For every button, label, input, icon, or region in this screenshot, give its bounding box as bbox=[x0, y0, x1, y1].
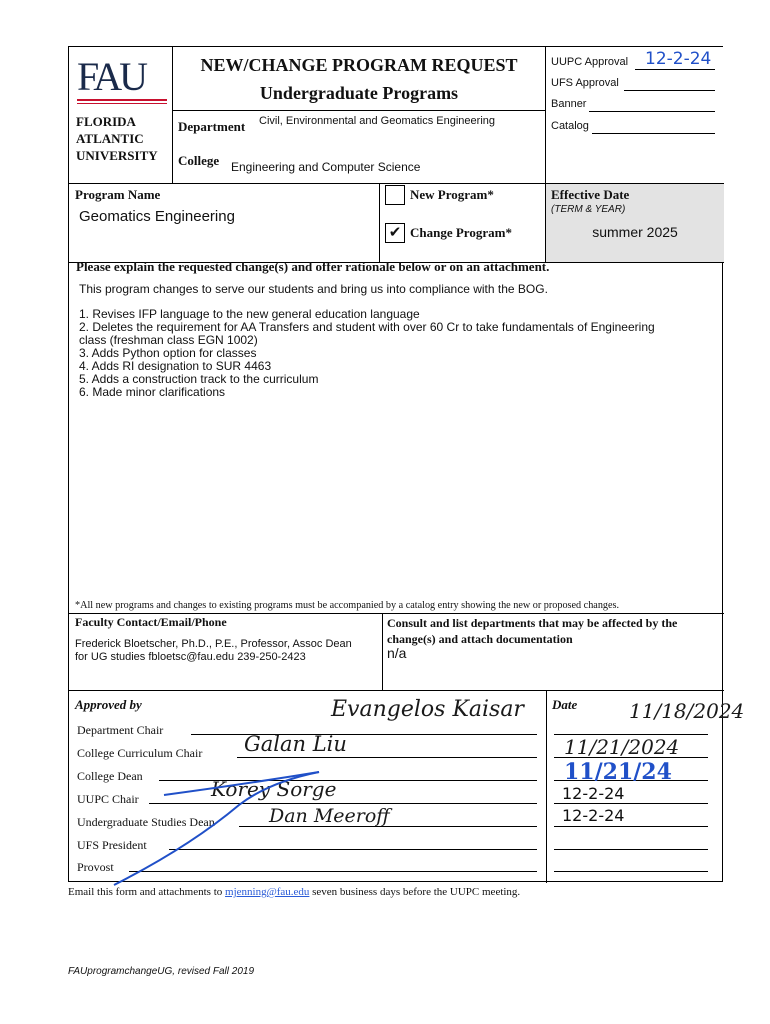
explain-item: 5. Adds a construction track to the curriculum bbox=[79, 372, 319, 386]
college-label: College bbox=[178, 153, 220, 168]
form-title: NEW/CHANGE PROGRAM REQUEST bbox=[200, 55, 518, 75]
effective-date-hint: (TERM & YEAR) bbox=[551, 204, 626, 215]
faculty-contact-label: Faculty Contact/Email/Phone bbox=[75, 615, 227, 629]
date-department-chair: 11/18/2024 bbox=[629, 699, 745, 723]
catalog-footnote: *All new programs and changes to existing programs must be accompanied by a catalog entry showing the new or proposed changes. bbox=[75, 600, 620, 611]
email-instruction bbox=[68, 886, 520, 898]
role-undergraduate-studies-dean: Undergraduate Studies Dean bbox=[77, 815, 215, 829]
effective-date-label: Effective Date bbox=[551, 187, 630, 202]
ufs-approval-label: UFS Approval bbox=[551, 77, 619, 89]
check-mark-icon: ✔ bbox=[388, 223, 402, 241]
form-frame bbox=[68, 46, 745, 882]
role-department-chair: Department Chair bbox=[77, 723, 164, 737]
role-uupc-chair: UUPC Chair bbox=[77, 792, 139, 806]
date-uupc-chair: 12-2-24 bbox=[562, 784, 625, 803]
fau-logo-text: FAU bbox=[77, 54, 146, 99]
role-college-dean: College Dean bbox=[77, 769, 143, 783]
role-college-curriculum-chair: College Curriculum Chair bbox=[77, 746, 203, 760]
university-line-3: UNIVERSITY bbox=[76, 148, 158, 163]
explain-item: 1. Revises IFP language to the new general education language bbox=[79, 307, 420, 321]
explain-item: 3. Adds Python option for classes bbox=[79, 346, 257, 360]
consult-field[interactable]: n/a bbox=[387, 645, 407, 661]
revision-note: FAUprogramchangeUG, revised Fall 2019 bbox=[68, 966, 255, 977]
university-line-2: ATLANTIC bbox=[76, 131, 144, 146]
explain-prompt: Please explain the requested change(s) and offer rationale below or on an attachment. bbox=[76, 259, 550, 274]
college-field[interactable]: Engineering and Computer Science bbox=[231, 160, 421, 174]
department-label: Department bbox=[178, 119, 246, 134]
effective-date-field[interactable]: summer 2025 bbox=[592, 224, 678, 240]
date-college-curriculum-chair: 11/21/2024 bbox=[564, 735, 680, 759]
explain-item: 4. Adds RI designation to SUR 4463 bbox=[79, 359, 272, 373]
new-program-checkbox[interactable] bbox=[385, 185, 405, 205]
banner-label: Banner bbox=[551, 98, 587, 110]
date-college-dean: 11/21/24 bbox=[564, 759, 672, 785]
date-line[interactable] bbox=[554, 826, 708, 827]
program-name-label: Program Name bbox=[75, 187, 161, 202]
explain-field[interactable] bbox=[79, 283, 709, 399]
date-line[interactable] bbox=[554, 871, 708, 872]
date-line[interactable] bbox=[554, 849, 708, 850]
date-label: Date bbox=[552, 697, 578, 712]
contact-line-1: Frederick Bloetscher, Ph.D., P.E., Professor, Assoc Dean bbox=[75, 638, 352, 650]
approved-by-label: Approved by bbox=[75, 697, 142, 712]
explain-item: 6. Made minor clarifications bbox=[79, 385, 226, 399]
change-program-label: Change Program* bbox=[410, 225, 512, 240]
department-field[interactable]: Civil, Environmental and Geomatics Engineering bbox=[259, 115, 496, 127]
role-provost: Provost bbox=[77, 860, 114, 874]
signature-uupc-chair: Korey Sorge bbox=[211, 777, 337, 801]
consult-label-line-1: Consult and list departments that may be affected by the bbox=[387, 616, 678, 630]
uupc-approval-label: UUPC Approval bbox=[551, 56, 629, 68]
date-line[interactable] bbox=[554, 803, 708, 804]
new-program-label: New Program* bbox=[410, 187, 494, 202]
pen-stroke-drawing bbox=[69, 687, 549, 887]
explain-intro: This program changes to serve our students and bring us into compliance with the BOG. bbox=[79, 282, 548, 296]
email-suffix: seven business days before the UUPC meeting. bbox=[309, 886, 521, 898]
uupc-approval-value[interactable]: 12-2-24 bbox=[645, 49, 712, 69]
faculty-contact-field[interactable] bbox=[75, 638, 352, 664]
signature-college-curriculum-chair: Galan Liu bbox=[244, 732, 347, 756]
explain-item: 2. Deletes the requirement for AA Transfers and student with over 60 Cr to take fundamentals of Engineering bbox=[79, 320, 655, 334]
consult-label bbox=[387, 615, 677, 647]
contact-line-2: for UG studies fbloetsc@fau.edu 239-250-2423 bbox=[75, 651, 306, 663]
catalog-label: Catalog bbox=[551, 120, 589, 132]
program-name-field[interactable]: Geomatics Engineering bbox=[79, 208, 235, 225]
fau-logo bbox=[77, 54, 167, 105]
consult-label-line-2: change(s) and attach documentation bbox=[387, 632, 573, 646]
form-subtitle: Undergraduate Programs bbox=[259, 83, 459, 103]
explain-item: class (freshman class EGN 1002) bbox=[79, 333, 258, 347]
email-link[interactable]: mjenning@fau.edu bbox=[225, 886, 310, 898]
signature-department-chair: Evangelos Kaisar bbox=[331, 697, 524, 722]
role-ufs-president: UFS President bbox=[77, 838, 147, 852]
date-undergraduate-studies-dean: 12-2-24 bbox=[562, 806, 625, 825]
signature-undergraduate-studies-dean: Dan Meeroff bbox=[269, 805, 390, 827]
change-program-checkbox[interactable] bbox=[385, 223, 405, 243]
email-prefix: Email this form and attachments to bbox=[68, 886, 226, 898]
university-line-1: FLORIDA bbox=[76, 114, 136, 129]
